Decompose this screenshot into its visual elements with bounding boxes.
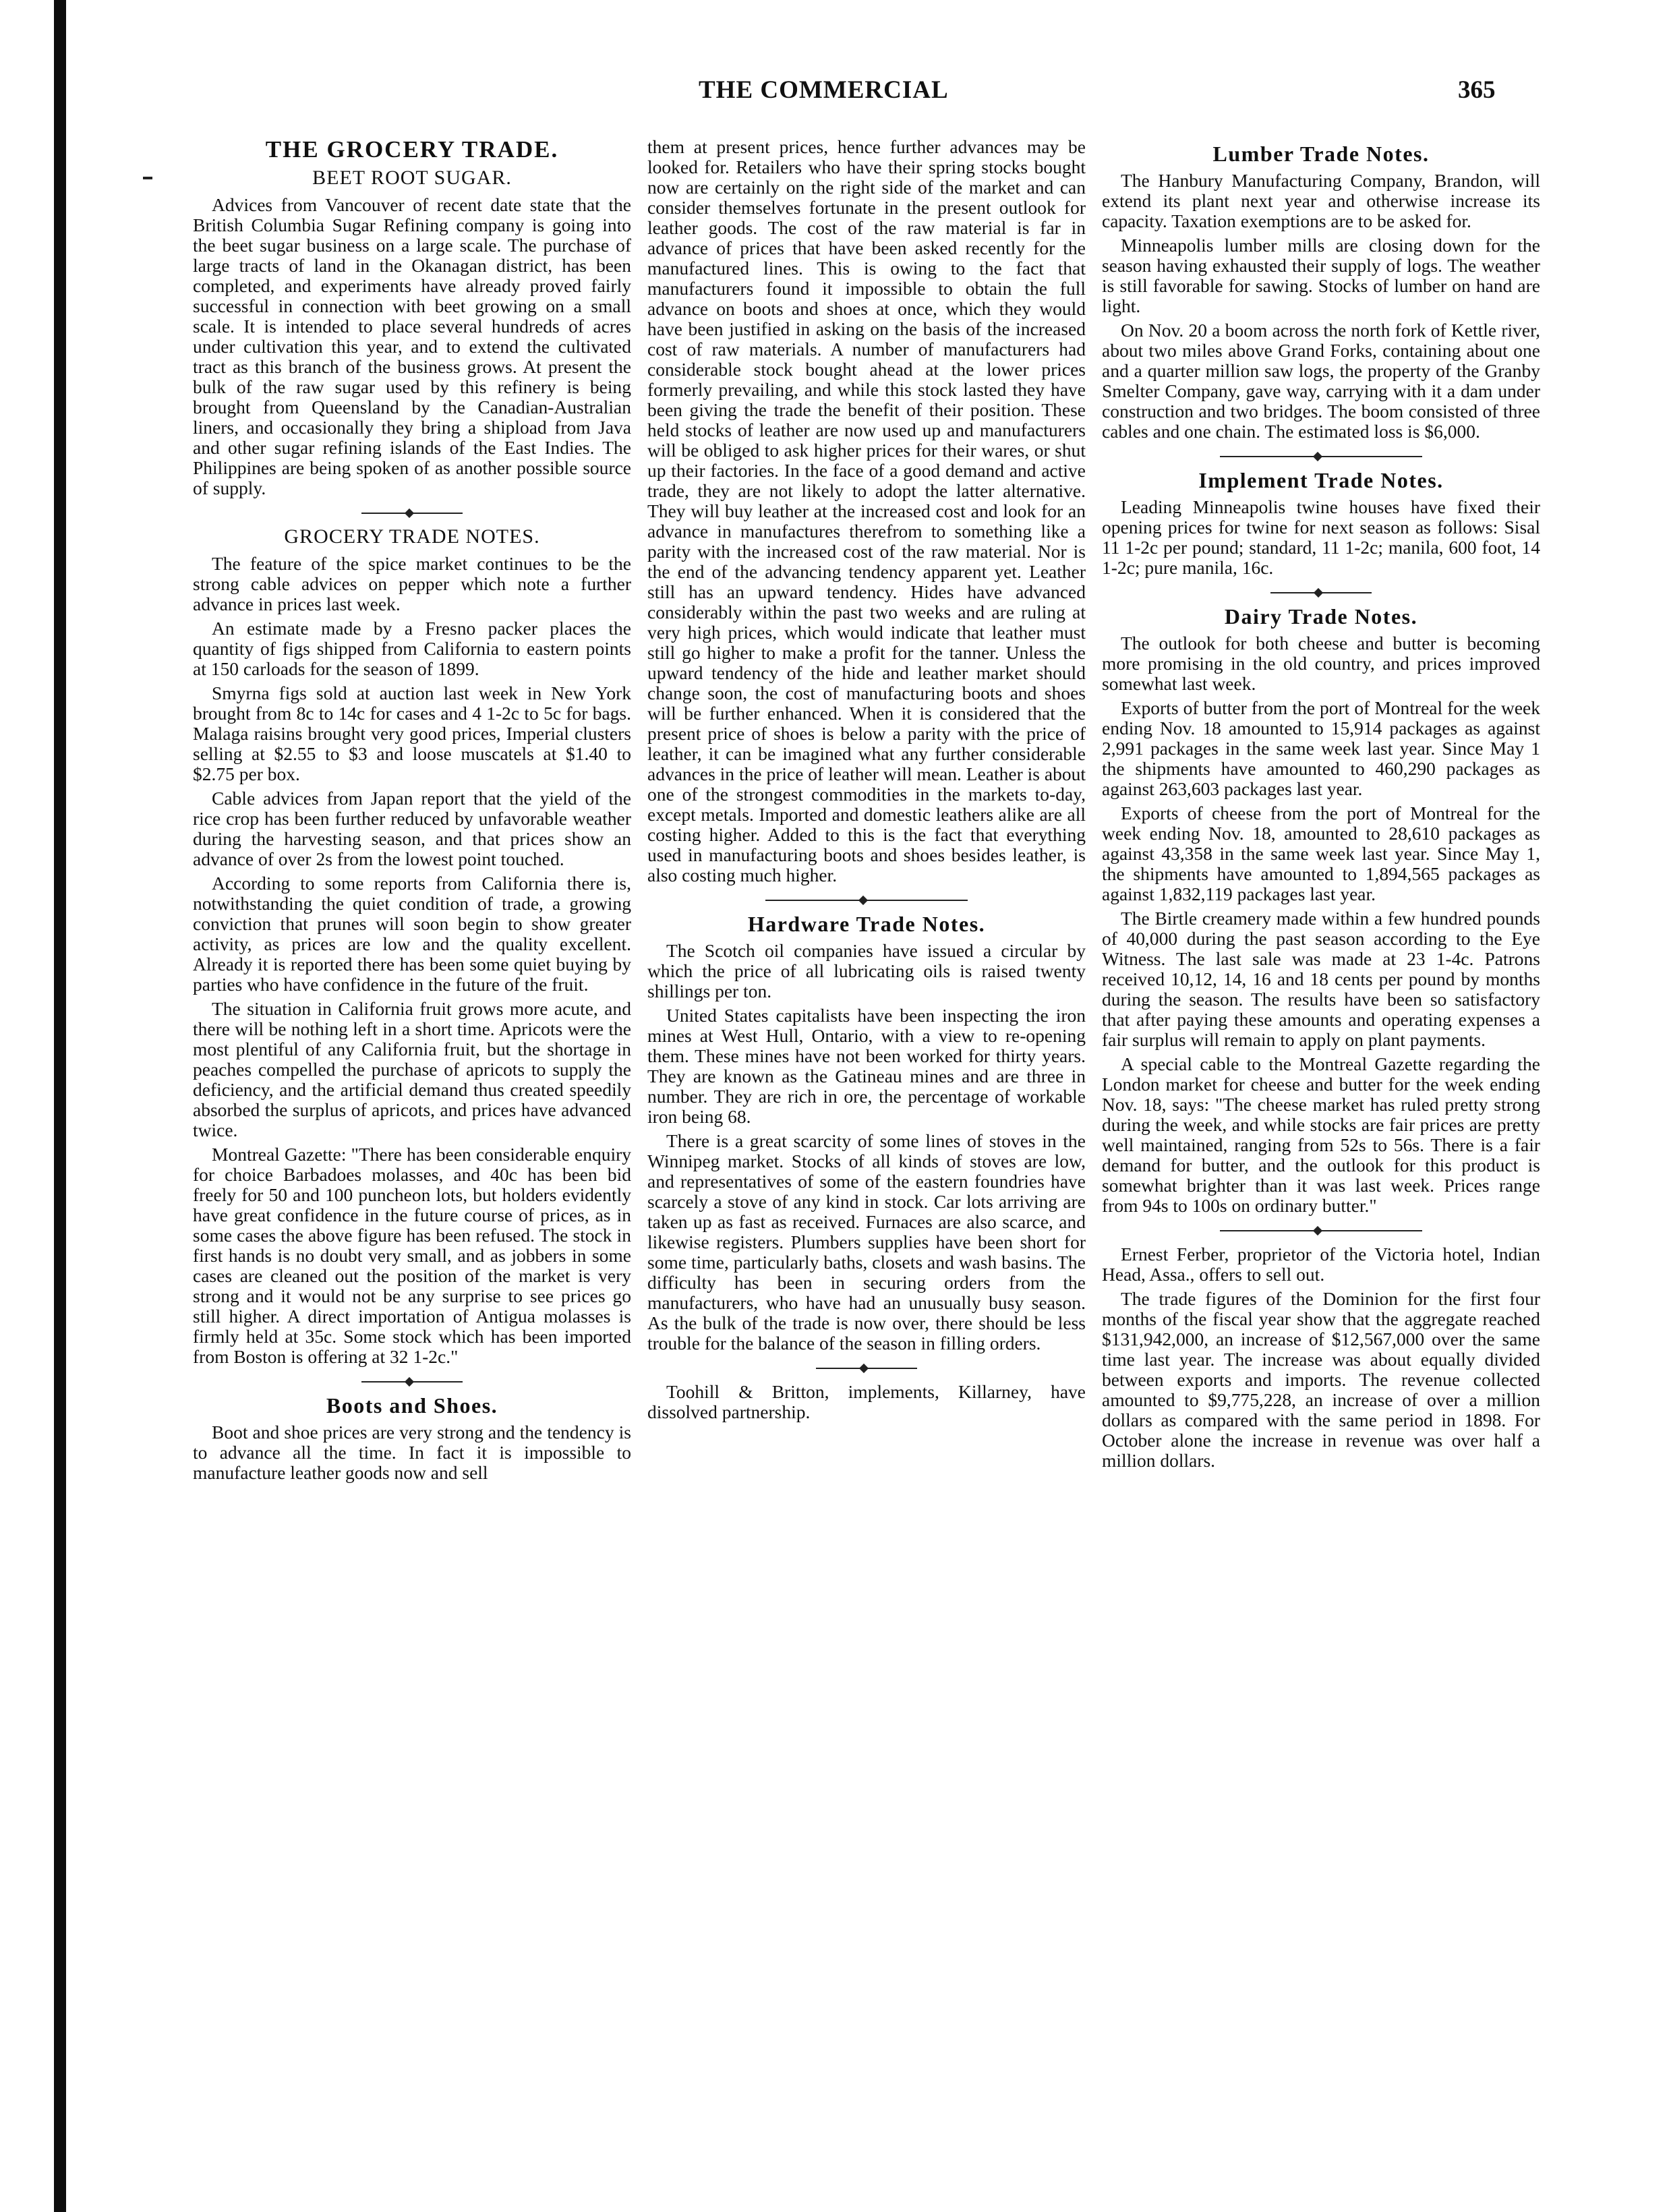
article-paragraph: There is a great scarcity of some lines of stoves in the Winnipeg market. Stocks of all kinds of stoves are low, and representatives of some of the eastern foundries have scarcely a stove of any kind in stock. Car lots arriving are taken up as fast as received. Furnaces are also scarce, and likewise registers. Plumbers supplies have been short for some time, particularly baths, closets and wash basins. The difficulty has been in securing orders from the manufacturers, who have had an unusually busy season. As the bulk of the trade is now over, there should be less trouble for the balance of the season in filling orders. bbox=[647, 1130, 1086, 1354]
grocery-trade-title: THE GROCERY TRADE. bbox=[265, 137, 559, 163]
article-paragraph: Leading Minneapolis twine houses have fixed their opening prices for twine for next season as follows: Sisal 11 1-2c per pound; standard, 11 1-2c; manila, 600 foot, 14 1-2c; pure manila, 16c. bbox=[1102, 496, 1540, 578]
article-paragraph: The outlook for both cheese and butter is becoming more promising in the old country, and prices improved somewhat last week. bbox=[1102, 633, 1540, 694]
section-separator bbox=[765, 896, 968, 904]
article-paragraph: On Nov. 20 a boom across the north fork of Kettle river, about two miles above Grand Forks, containing about one and a quarter million saw logs, the property of the Granby Smelter Company, gave way, carrying with it a dam under construction and two bridges. The boom consisted of three cables and one chain. The estimated loss is $6,000. bbox=[1102, 320, 1540, 442]
article-paragraph: Montreal Gazette: "There has been considerable enquiry for choice Barbadoes molasses, and 40c has been bid freely for 50 and 100 puncheon lots, but holders evidently have great confidence in the future course of prices, as in some cases the above figure has been refused. The stock in first hands is no doubt very small, and as jobbers in some cases are cleaned out the position of the market is very strong and it would not be any surprise to see prices go still higher. A direct importation of Antigua molasses is firmly held at 35c. Some stock which has been imported from Boston is offering at 32 1-2c." bbox=[193, 1144, 631, 1367]
article-paragraph: The Birtle creamery made within a few hundred pounds of 40,000 during the past season according to the Eye Witness. The last sale was made at 23 1-4c. Patrons received 10,12, 14, 16 and 18 cents per pound by months during the season. The results have been so satisfactory that after paying these amounts and operating expenses a fair surplus will remain to apply on plant payments. bbox=[1102, 908, 1540, 1050]
article-paragraph: Cable advices from Japan report that the yield of the rice crop has been further reduced by unfavorable weather during the harvesting season, and that prices show an advance of over 2s from the lowest point touched. bbox=[193, 788, 631, 869]
section-separator bbox=[1220, 1227, 1422, 1235]
running-head-title: THE COMMERCIAL bbox=[699, 76, 949, 104]
article-paragraph: The trade figures of the Dominion for the first four months of the fiscal year show that the aggregate reached $131,942,000, an increase of $12,567,000 over the same time last year. The increase was about equally divided between exports and imports. The revenue collected amounted to $9,775,228, an increase of over a million dollars as compared with the same period in 1898. For October alone the increase in revenue was over half a million dollars. bbox=[1102, 1288, 1540, 1471]
article-paragraph: United States capitalists have been inspecting the iron mines at West Hull, Ontario, with a view to re-opening them. These mines have not been worked for thirty years. They are known as the Gatineau mines and are three in number. They are rich in ore, the percentage of workable iron being 68. bbox=[647, 1005, 1086, 1127]
column-3 bbox=[1102, 137, 1540, 2180]
page-number: 365 bbox=[1458, 76, 1496, 104]
article-paragraph: The feature of the spice market continues to be the strong cable advices on pepper which note a further advance in prices last week. bbox=[193, 553, 631, 614]
article-paragraph: Toohill & Britton, implements, Killarney, have dissolved partnership. bbox=[647, 1381, 1086, 1422]
article-paragraph: Advices from Vancouver of recent date state that the British Columbia Sugar Refining company is going into the beet sugar business on a large scale. The purchase of large tracts of land in the Okanagan district, has been completed, and experiments have already proved fairly successful in connection with beet growing on a small scale. It is intended to place several hundreds of acres under cultivation this year, and to extend the cultivated tract as this branch of the business grows. At present the bulk of the raw sugar used by this refinery is being brought from Queensland by the Canadian-Australian liners, and occasionally they bring a shipload from Java and other sugar refining islands of the East Indies. The Philippines are being spoken of as another possible source of supply. bbox=[193, 194, 631, 498]
boots-and-shoes-heading: Boots and Shoes. bbox=[326, 1393, 498, 1418]
section-separator bbox=[1270, 589, 1372, 597]
implement-trade-notes-heading: Implement Trade Notes. bbox=[1198, 468, 1444, 492]
article-paragraph: Ernest Ferber, proprietor of the Victoria hotel, Indian Head, Assa., offers to sell out. bbox=[1102, 1244, 1540, 1285]
article-paragraph: Smyrna figs sold at auction last week in New York brought from 8c to 14c for cases and 4 1-2c to 5c for bags. Malaga raisins brought very good prices, Imperial clusters selling at $2.55 to $3 and loose muscatels at $1.40 to $2.75 per box. bbox=[193, 682, 631, 784]
article-paragraph: The Hanbury Manufacturing Company, Brandon, will extend its plant next year and otherwise increase its capacity. Taxation exemptions are to be asked for. bbox=[1102, 170, 1540, 231]
article-paragraph: Boot and shoe prices are very strong and the tendency is to advance all the time. In fact it is impossible to manufacture leather goods now and sell bbox=[193, 1422, 631, 1483]
margin-mark bbox=[143, 177, 152, 179]
article-paragraph: An estimate made by a Fresno packer places the quantity of figs shipped from California to eastern points at 150 carloads for the season of 1899. bbox=[193, 618, 631, 679]
section-separator bbox=[1220, 453, 1422, 461]
section-separator bbox=[816, 1364, 917, 1372]
article-paragraph: According to some reports from California there is, notwithstanding the quiet condition of trade, a growing conviction that prunes will soon begin to show greater activity, as prices are low and the quality excellent. Already it is reported there has been some quiet buying by parties who have confidence in the future of the fruit. bbox=[193, 873, 631, 995]
column-1 bbox=[193, 137, 631, 2180]
article-paragraph: Exports of cheese from the port of Montreal for the week ending Nov. 18, amounted to 28,610 packages as against 43,358 in the same week last year. Since May 1, the shipments have amounted to 1,894,565 packages as against 1,832,119 packages last year. bbox=[1102, 803, 1540, 904]
article-paragraph: The situation in California fruit grows more acute, and there will be nothing left in a short time. Apricots were the most plentiful of any California fruit, but the shortage in peaches compelled the purchase of apricots to supply the deficiency, and the artificial demand thus created speedily absorbed the surplus of apricots, and prices have advanced twice. bbox=[193, 998, 631, 1140]
article-paragraph: Exports of butter from the port of Montreal for the week ending Nov. 18 amounted to 15,914 packages as against 2,991 packages in the same week last year. Since May 1 the shipments have amounted to 460,290 packages as against 263,603 packages last year. bbox=[1102, 697, 1540, 799]
article-paragraph: The Scotch oil companies have issued a circular by which the price of all lubricating oils is raised twenty shillings per ton. bbox=[647, 940, 1086, 1001]
section-separator bbox=[361, 509, 463, 517]
dairy-trade-notes-heading: Dairy Trade Notes. bbox=[1224, 604, 1418, 629]
article-paragraph: them at present prices, hence further advances may be looked for. Retailers who have their spring stocks bought now are certainly on the right side of the market and can consider themselves fortunate in the present outlook for leather goods. The cost of the raw material is far in advance of prices that have been asked recently for the manufactured lines. This is owing to the fact that manufacturers found it impossible to obtain the full advance on boots and shoes at once, which they would have been justified in asking on the basis of the increased cost of raw materials. A number of manufacturers had considerable stock bought ahead at the lower prices formerly prevailing, and while this stock lasted they have been giving the trade the benefit of their position. These held stocks of leather are now used up and manufacturers will be obliged to ask higher prices for their wares, or shut up their factories. In the face of a good demand and active trade, they are not likely to adopt the latter alternative. They will buy leather at the increased cost and look for an advance in manufactures therefrom to something like a parity with the increased cost of the raw material. Nor is the end of the advancing tendency apparent yet. Leather still has an upward tendency. Hides have advanced considerably within the past two weeks and are ruling at very high prices, which would indicate that leather must still go higher to make a profit for the tanner. Unless the upward tendency of the hide and leather market should change soon, the cost of manufacturing boots and shoes will be further enhanced. When it is considered that the present price of shoes is below a parity with the price of leather, it can be imagined what any further considerable advances in the price of leather will mean. Leather is about one of the strongest commodities in the markets to-day, except metals. Imported and domestic leathers alike are all costing higher. Added to this is the fact that everything used in manufacturing boots and shoes besides leather, is also costing much higher. bbox=[647, 137, 1086, 885]
left-binding-rule bbox=[54, 0, 66, 2212]
section-separator bbox=[361, 1378, 463, 1386]
beet-root-sugar-heading: BEET ROOT SUGAR. bbox=[312, 167, 512, 189]
article-paragraph: Minneapolis lumber mills are closing down for the season having exhausted their supply of logs. The weather is still favorable for sawing. Stocks of lumber on hand are light. bbox=[1102, 235, 1540, 316]
hardware-trade-notes-heading: Hardware Trade Notes. bbox=[747, 912, 986, 936]
article-paragraph: A special cable to the Montreal Gazette regarding the London market for cheese and butter for the week ending Nov. 18, says: "The cheese market has ruled pretty strong during the week, and while stocks are fair prices are pretty well maintained, ranging from 52s to 56s. There is a fair demand for butter, and the outlook for this product is somewhat brighter than it was last week. Prices range from 94s to 100s on ordinary butter." bbox=[1102, 1053, 1540, 1216]
lumber-trade-notes-heading: Lumber Trade Notes. bbox=[1212, 142, 1430, 166]
column-2 bbox=[647, 137, 1086, 2180]
grocery-trade-notes-heading: GROCERY TRADE NOTES. bbox=[284, 525, 540, 548]
